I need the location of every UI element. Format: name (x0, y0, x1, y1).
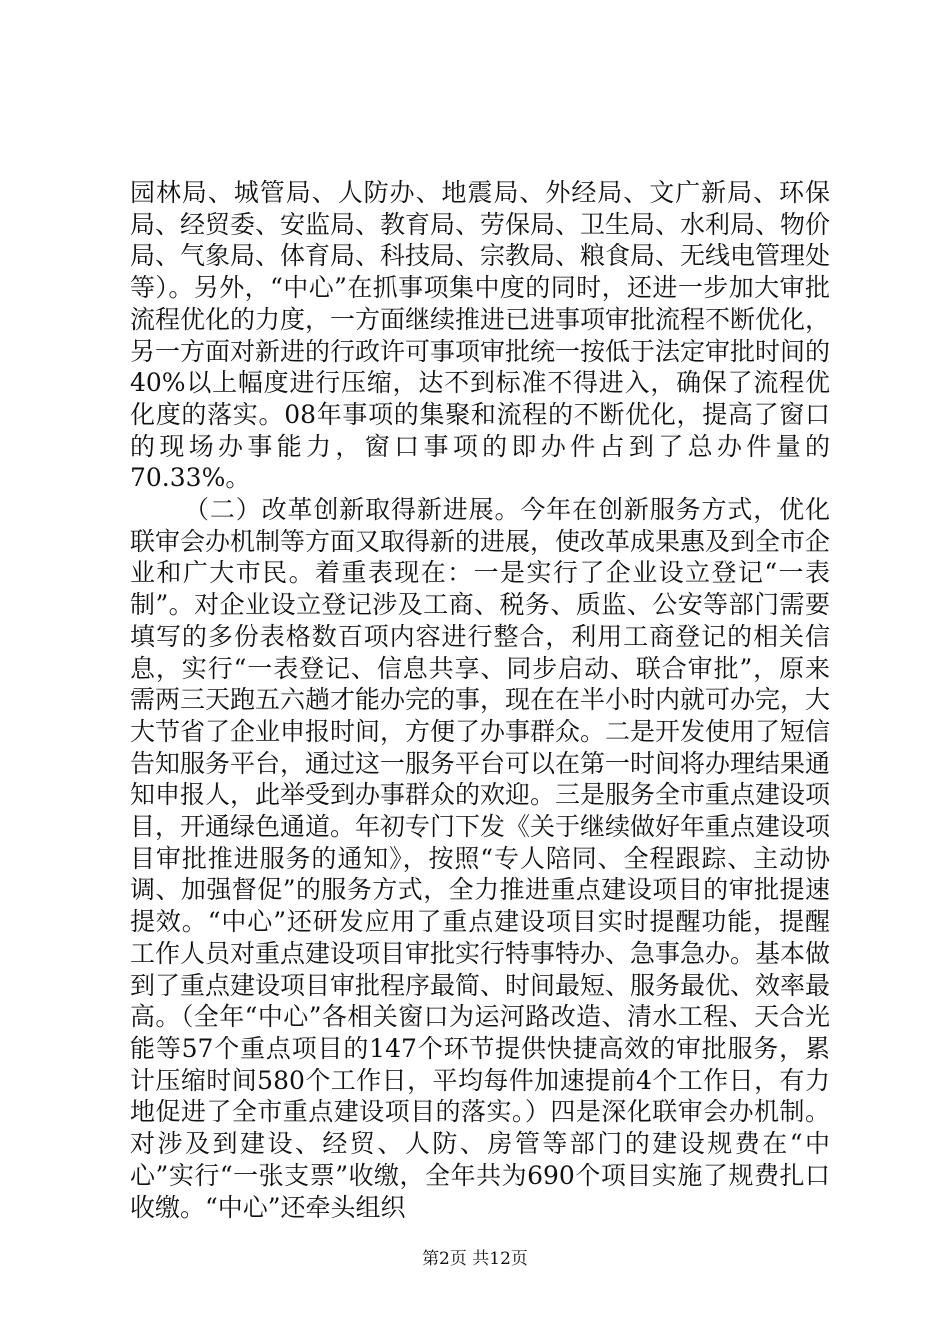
paragraph-continued: 园林局、城管局、人防办、地震局、外经局、文广新局、环保局、经贸委、安监局、教育局、劳保局、卫生局、水利局、物价局、气象局、体育局、科技局、宗教局、粮食局、无线电管理处等）。另外，“中心”在抓事项集中度的同时，还进一步加大审批流程优化的力度，一方面继续推进已进事项审批流程不断优化，另一方面对新进的行政许可事项审批统一按低于法定审批时间的40%以上幅度进行压缩，达不到标准不得进入，确保了流程优化度的落实。08年事项的集聚和流程的不断优化，提高了窗口的现场办事能力，窗口事项的即办件占到了总办件量的70.33%。 (130, 178, 831, 493)
paragraph-section-two: （二）改革创新取得新进展。今年在创新服务方式，优化联审会办机制等方面又取得新的进展，使改革成果惠及到全市企业和广大市民。着重表现在：一是实行了企业设立登记“一表制”。对企业设立登记涉及工商、税务、质监、公安等部门需要填写的多份表格数百项内容进行整合，利用工商登记的相关信息，实行“一表登记、信息共享、同步启动、联合审批”，原来需两三天跑五六趟才能办完的事，现在在半小时内就可办完，大大节省了企业申报时间，方便了办事群众。二是开发使用了短信告知服务平台，通过这一服务平台可以在第一时间将办理结果通知申报人，此举受到办事群众的欢迎。三是服务全市重点建设项目，开通绿色通道。年初专门下发《关于继续做好年重点建设项目审批推进服务的通知》，按照“专人陪同、全程跟踪、主动协调、加强督促”的服务方式，全力推进重点建设项目的审批提速提效。“中心”还研发应用了重点建设项目实时提醒功能，提醒工作人员对重点建设项目审批实行特事特办、急事急办。基本做到了重点建设项目审批程序最简、时间最短、服务最优、效率最高。（全年“中心”各相关窗口为运河路改造、清水工程、天合光能等57个重点项目的147个环节提供快捷高效的审批服务，累计压缩时间580个工作日，平均每件加速提前4个工作日，有力地促进了全市重点建设项目的落实。）四是深化联审会办机制。对涉及到建设、经贸、人防、房管等部门的建设规费在“中心”实行“一张支票”收缴，全年共为690个项目实施了规费扎口收缴。“中心”还牵头组织 (130, 495, 831, 1222)
body-text (130, 177, 830, 1223)
page-footer: 第2页 共12页 (422, 1249, 528, 1269)
